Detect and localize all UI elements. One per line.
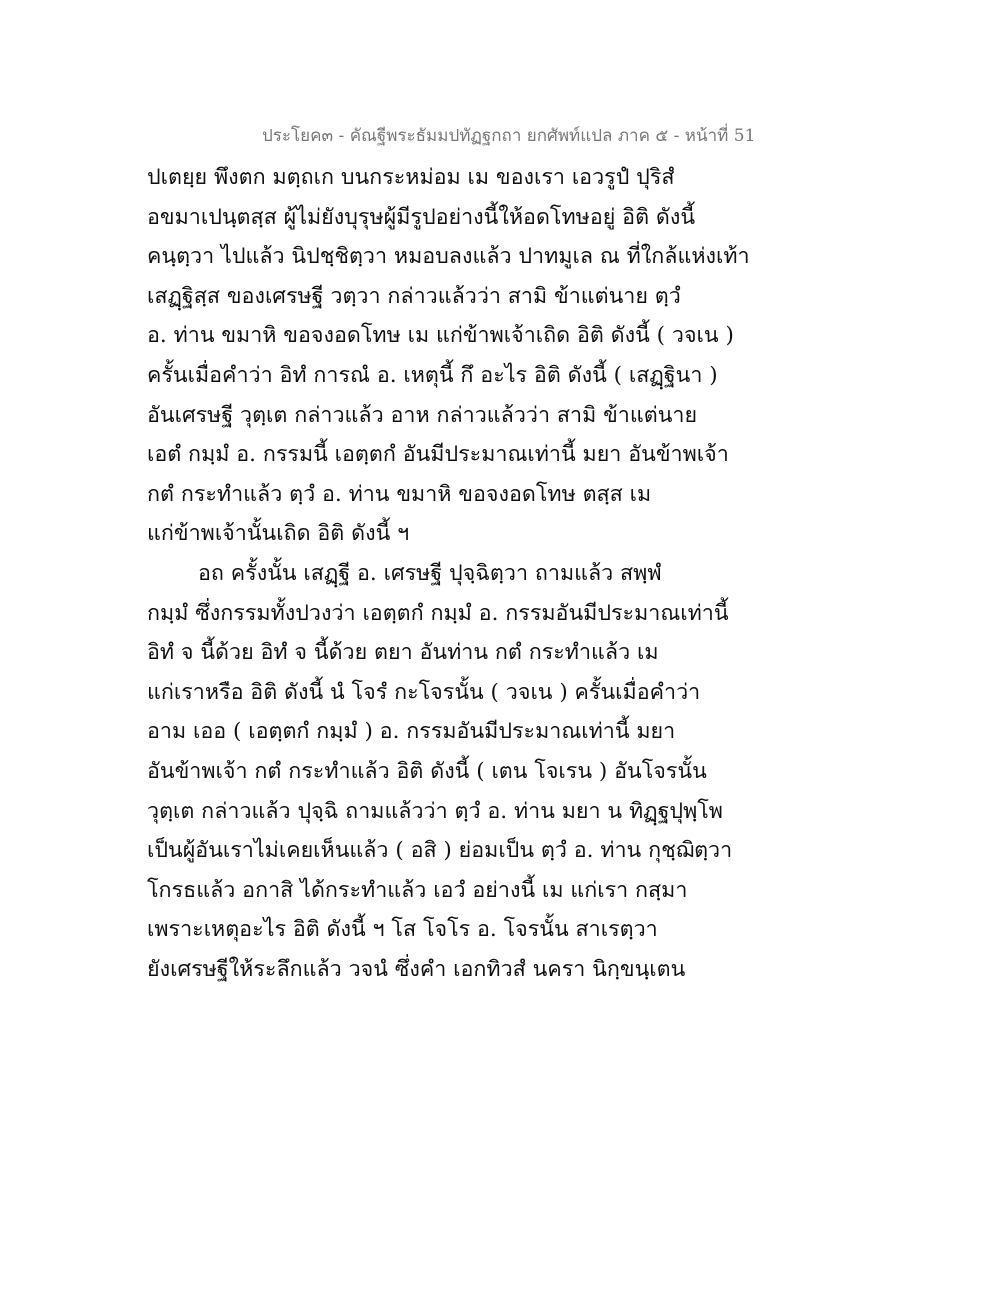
text-line: ครั้นเมื่อคำว่า อิทํ การณํ อ. เหตุนี้ กึ อะไร อิติ ดังนี้ ( เสฏฺฐินา ) [147,362,718,388]
text-line: แก่เราหรือ อิติ ดังนี้ นํ โจรํ กะโจรนั้น ( วจเน ) ครั้นเมื่อคำว่า [147,679,701,705]
text-line: แก่ข้าพเจ้านั้นเถิด อิติ ดังนี้ ฯ [147,521,410,547]
text-line: อ. ท่าน ขมาหิ ขอจงอดโทษ เม แก่ข้าพเจ้าเถิด อิติ ดังนี้ ( วจเน ) [147,323,734,349]
text-line: อาม เออ ( เอตฺตกํ กมฺมํ ) อ. กรรมอันมีประมาณเท่านี้ มยา [147,719,676,745]
text-line: กตํ กระทำแล้ว ตฺวํ อ. ท่าน ขมาหิ ขอจงอดโทษ ตสฺส เม [147,481,652,507]
body-text [147,158,867,989]
text-line: เป็นผู้อันเราไม่เคยเห็นแล้ว ( อสิ ) ย่อมเป็น ตฺวํ อ. ท่าน กุชฺฌิตฺวา [147,838,733,864]
text-line: กมฺมํ ซึ่งกรรมทั้งปวงว่า เอตฺตกํ กมฺมํ อ. กรรมอันมีประมาณเท่านี้ [147,600,729,626]
text-line: อิทํ จ นี้ด้วย อิทํ จ นี้ด้วย ตยา อันท่าน กตํ กระทำแล้ว เม [147,640,659,666]
text-line: เสฏฺฐิสฺส ของเศรษฐี วตฺวา กล่าวแล้วว่า สามิ ข้าแต่นาย ตฺวํ [147,283,681,309]
paragraph-start-line: อถ ครั้งนั้น เสฏฺฐี อ. เศรษฐี ปุจฺฉิตฺวา ถามแล้ว สพฺพํ [198,560,662,586]
text-line: อขมาเปนฺตสฺส ผู้ไม่ยังบุรุษผู้มีรูปอย่างนี้ให้อดโทษอยู่ อิติ ดังนี้ [147,204,696,230]
page-header: ประโยค๓ - คัณฐีพระธัมมปทัฏฐกถา ยกศัพท์แปล ภาค ๕ - หน้าที่ 51 [262,126,756,146]
text-line: อันข้าพเจ้า กตํ กระทำแล้ว อิติ ดังนี้ ( เตน โจเรน ) อันโจรนั้น [147,758,707,784]
text-line: คนฺตฺวา ไปแล้ว นิปชฺชิตฺวา หมอบลงแล้ว ปาทมูเล ณ ที่ใกล้แห่งเท้า [147,244,750,270]
text-line: โกรธแล้ว อกาสิ ได้กระทำแล้ว เอวํ อย่างนี้ เม แก่เรา กสฺมา [147,877,688,903]
text-line: อันเศรษฐี วุตฺเต กล่าวแล้ว อาห กล่าวแล้วว่า สามิ ข้าแต่นาย [147,402,698,428]
text-line: เอตํ กมฺมํ อ. กรรมนี้ เอตฺตกํ อันมีประมาณเท่านี้ มยา อันข้าพเจ้า [147,442,729,468]
text-line: เพราะเหตุอะไร อิติ ดังนี้ ฯ โส โจโร อ. โจรนั้น สาเรตฺวา [147,917,658,943]
text-line: วุตฺเต กล่าวแล้ว ปุจฺฉิ ถามแล้วว่า ตฺวํ อ. ท่าน มยา น ทิฏฺฐปุพฺโพ [147,798,723,824]
text-line: ปเตยฺย พึงตก มตฺถเก บนกระหม่อม เม ของเรา เอวรูปํ ปุริสํ [147,165,675,190]
text-line: ยังเศรษฐีให้ระลึกแล้ว วจนํ ซึ่งคำ เอกทิวสํ นครา นิกฺขนฺเตน [147,956,686,982]
